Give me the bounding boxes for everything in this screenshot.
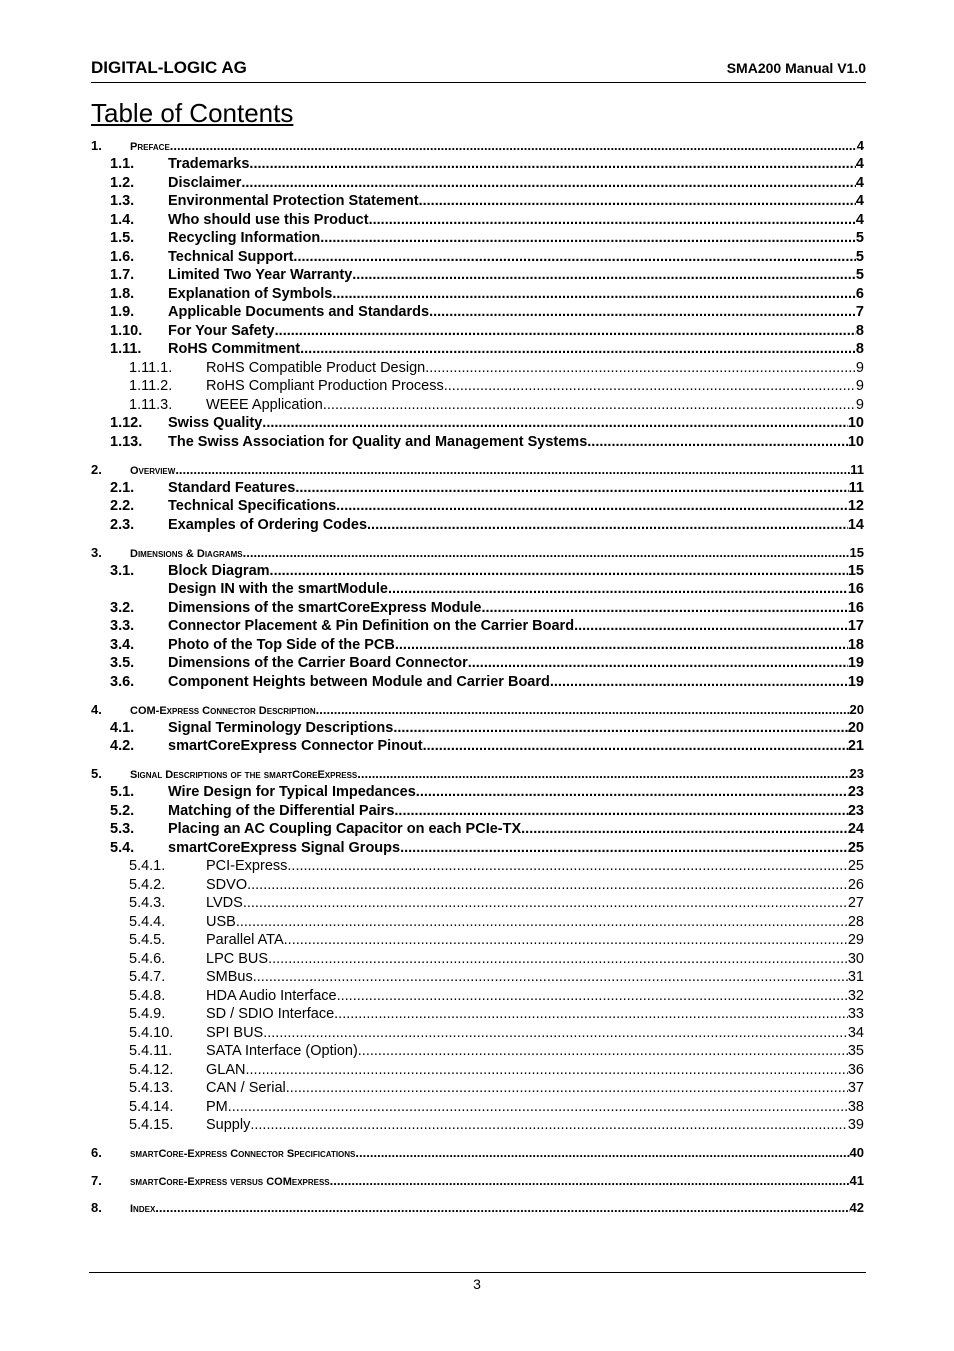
toc-entry-level-2[interactable] xyxy=(91,821,864,840)
toc-entry-number: 2.3. xyxy=(110,516,135,533)
toc-entry-page: 33 xyxy=(847,1006,864,1022)
toc-entry-page: 4 xyxy=(855,156,864,172)
toc-entry-page: 36 xyxy=(847,1061,864,1078)
toc-leader-dots xyxy=(253,969,848,985)
toc-entry-page: 17 xyxy=(847,618,864,634)
toc-entry-page: 39 xyxy=(847,1117,864,1133)
manual-title: SMA200 Manual V1.0 xyxy=(726,60,866,76)
toc-entry-page: 20 xyxy=(849,701,864,717)
toc-entry-number: 1.2. xyxy=(110,174,135,191)
toc-entry-page: 42 xyxy=(849,1200,864,1215)
toc-entry-number: 5.4.11. xyxy=(129,1043,173,1059)
toc-entry-number: 5.4.8. xyxy=(129,987,166,1004)
toc-leader-dots xyxy=(249,156,856,172)
toc-leader-dots xyxy=(300,341,856,357)
toc-entry-page: 14 xyxy=(847,516,864,533)
toc-entry-level-2[interactable] xyxy=(91,840,864,859)
toc-entry-page: 24 xyxy=(847,821,864,837)
toc-entry-page: 27 xyxy=(847,895,864,911)
toc-entry-level-1[interactable] xyxy=(91,1173,864,1191)
toc-entry-page: 23 xyxy=(849,766,864,781)
toc-entry-number: 2.2. xyxy=(110,498,135,514)
toc-leader-dots xyxy=(155,1200,849,1215)
toc-entry-number: 5.4.3. xyxy=(129,895,166,911)
toc-entry-number: 4.2. xyxy=(110,738,135,754)
toc-entry-page: 34 xyxy=(847,1024,864,1041)
toc-entry-level-1[interactable] xyxy=(91,1145,864,1163)
toc-entry-level-2[interactable] xyxy=(91,674,864,693)
toc-entry-number: 5.4.7. xyxy=(129,969,166,985)
toc-leader-dots xyxy=(337,988,848,1004)
toc-entry-level-2[interactable] xyxy=(91,323,864,342)
toc-entry-number: 5.4.4. xyxy=(129,913,166,930)
toc-entry-title: Signal Descriptions of the smartCoreExpress xyxy=(130,769,358,781)
toc-entry-title: LPC BUS xyxy=(206,950,269,967)
toc-entry-number: 2. xyxy=(91,461,102,477)
toc-entry-page: 4 xyxy=(855,193,864,209)
toc-entry-title: Trademarks xyxy=(168,156,250,172)
toc-entry-title: The Swiss Association for Quality and Management Systems xyxy=(168,433,588,450)
toc-entry-page: 19 xyxy=(847,673,864,690)
toc-entry-number: 1.9. xyxy=(110,304,135,320)
toc-entry-number: 3.2. xyxy=(110,599,135,616)
toc-entry-title: RoHS Commitment xyxy=(168,341,301,357)
toc-entry-level-3[interactable] xyxy=(91,969,864,988)
toc-leader-dots xyxy=(247,877,848,893)
toc-entry-title: Examples of Ordering Codes xyxy=(168,516,368,533)
toc-entry-title: Wire Design for Typical Impedances xyxy=(168,784,416,800)
section-gap xyxy=(91,1191,864,1201)
toc-entry-level-1[interactable] xyxy=(91,462,864,480)
toc-entry-title: Explanation of Symbols xyxy=(168,285,333,302)
toc-entry-title: PM xyxy=(206,1098,228,1115)
toc-leader-dots xyxy=(429,304,856,320)
toc-entry-number: 1. xyxy=(91,138,102,153)
toc-entry-number: 3. xyxy=(91,544,102,560)
toc-entry-title: Swiss Quality xyxy=(168,415,263,431)
toc-entry-page: 5 xyxy=(855,248,864,265)
toc-entry-title: Placing an AC Coupling Capacitor on each PCIe-TX xyxy=(168,821,522,837)
toc-entry-title: Supply xyxy=(206,1117,251,1133)
toc-leader-dots xyxy=(336,498,848,514)
toc-entry-level-2[interactable] xyxy=(91,655,864,674)
toc-entry-level-3[interactable] xyxy=(91,397,864,416)
toc-entry-number: 4.1. xyxy=(110,719,135,736)
toc-entry-title: Overview xyxy=(130,464,176,477)
company-name: DIGITAL-LOGIC AG xyxy=(91,58,247,77)
toc-entry-page: 31 xyxy=(847,969,864,985)
section-gap xyxy=(91,1136,864,1146)
toc-entry-page: 7 xyxy=(855,304,864,320)
toc-entry-number: 1.11.3. xyxy=(129,396,173,413)
toc-entry-number: 5.4.1. xyxy=(129,858,166,874)
toc-entry-page: 30 xyxy=(847,950,864,967)
toc-leader-dots xyxy=(355,1145,849,1160)
toc-entry-title: Environmental Protection Statement xyxy=(168,193,419,209)
toc-leader-dots xyxy=(270,563,848,579)
toc-entry-level-2[interactable] xyxy=(91,434,864,453)
toc-entry-level-1[interactable] xyxy=(91,766,864,784)
toc-entry-level-2[interactable] xyxy=(91,175,864,194)
toc-entry-number: 5.4.9. xyxy=(129,1006,166,1022)
toc-entry-title: Disclaimer xyxy=(168,174,242,191)
page-number: 3 xyxy=(473,1276,481,1292)
toc-entry-title: LVDS xyxy=(206,895,243,911)
toc-entry-title: smartCore-Express versus COMexpress xyxy=(130,1175,330,1188)
toc-entry-title: SMBus xyxy=(206,969,253,985)
toc-leader-dots xyxy=(323,397,856,413)
toc-entry-page: 12 xyxy=(847,498,864,514)
toc-entry-title: Component Heights between Module and Carrier Board xyxy=(168,673,550,690)
toc-leader-dots xyxy=(316,702,850,717)
toc-leader-dots xyxy=(243,895,848,911)
toc-entry-number: 5.4.14. xyxy=(129,1098,174,1115)
toc-leader-dots xyxy=(357,766,849,781)
toc-leader-dots xyxy=(287,858,847,874)
toc-entry-page: 9 xyxy=(855,396,864,413)
toc-leader-dots xyxy=(416,784,848,800)
toc-entry-title: smartCore-Express Connector Specifications xyxy=(130,1148,356,1160)
section-gap xyxy=(91,1163,864,1173)
toc-entry-page: 38 xyxy=(847,1098,864,1115)
toc-leader-dots xyxy=(175,462,850,477)
toc-entry-page: 6 xyxy=(855,285,864,302)
toc-entry-page: 8 xyxy=(855,341,864,357)
toc-entry-page: 19 xyxy=(847,655,864,671)
toc-leader-dots xyxy=(332,286,856,302)
toc-entry-title: Index xyxy=(130,1203,156,1215)
toc-entry-level-3[interactable] xyxy=(91,932,864,951)
toc-entry-number: 2.1. xyxy=(110,479,135,496)
toc-entry-level-2[interactable] xyxy=(91,480,864,499)
toc-entry-level-3[interactable] xyxy=(91,914,864,933)
toc-entry-title: Matching of the Differential Pairs xyxy=(168,802,395,819)
toc-entry-level-3[interactable] xyxy=(91,1006,864,1025)
toc-entry-level-2[interactable] xyxy=(91,720,864,739)
toc-entry-number: 3.4. xyxy=(110,636,135,653)
toc-entry-page: 8 xyxy=(855,322,864,339)
toc-entry-number: 1.7. xyxy=(110,267,135,283)
toc-entry-page: 28 xyxy=(847,913,864,930)
toc-entry-number: 5.4. xyxy=(110,839,135,856)
toc-entry-page: 40 xyxy=(849,1145,864,1160)
toc-leader-dots xyxy=(293,249,856,265)
toc-entry-title: smartCoreExpress Signal Groups xyxy=(168,839,401,856)
toc-entry-level-3[interactable] xyxy=(91,877,864,896)
toc-entry-level-2[interactable] xyxy=(91,600,864,619)
toc-entry-page: 20 xyxy=(847,719,864,736)
toc-entry-title: Connector Placement & Pin Definition on the Carrier Board xyxy=(168,618,575,634)
toc-entry-title: Technical Specifications xyxy=(168,498,337,514)
toc-entry-level-1[interactable] xyxy=(91,545,864,563)
toc-entry-number: 5.4.10. xyxy=(129,1024,174,1041)
toc-entry-title: USB xyxy=(206,913,236,930)
toc-entry-number: 6. xyxy=(91,1145,102,1160)
toc-entry-page: 5 xyxy=(855,230,864,246)
toc-entry-page: 10 xyxy=(847,433,864,450)
toc-entry-number: 1.3. xyxy=(110,193,135,209)
toc-entry-title: Design IN with the smartModule xyxy=(168,581,388,597)
toc-entry-number: 5.4.6. xyxy=(129,950,166,967)
toc-leader-dots xyxy=(352,267,856,283)
toc-leader-dots xyxy=(330,1173,850,1188)
toc-entry-level-2[interactable] xyxy=(91,415,864,434)
toc-leader-dots xyxy=(284,932,848,948)
toc-leader-dots xyxy=(419,193,856,209)
toc-entry-page: 29 xyxy=(847,932,864,948)
toc-entry-number: 3.1. xyxy=(110,562,135,579)
toc-entry-title: COM-Express Connector Description xyxy=(130,704,316,717)
toc-leader-dots xyxy=(236,914,848,930)
toc-leader-dots xyxy=(243,545,850,560)
toc-entry-level-3[interactable] xyxy=(91,378,864,397)
toc-entry-number: 1.6. xyxy=(110,248,135,265)
toc-entry-page: 32 xyxy=(847,987,864,1004)
toc-leader-dots xyxy=(268,951,848,967)
section-gap xyxy=(91,452,864,462)
toc-entry-title: RoHS Compatible Product Design xyxy=(206,359,426,376)
toc-leader-dots xyxy=(393,720,848,736)
toc-leader-dots xyxy=(481,600,847,616)
toc-entry-number: 1.11.2. xyxy=(129,378,173,394)
toc-entry-number: 5.4.2. xyxy=(129,876,166,893)
toc-entry-page: 23 xyxy=(847,784,864,800)
toc-entry-level-3[interactable] xyxy=(91,1043,864,1062)
toc-leader-dots xyxy=(423,738,848,754)
toc-entry-level-2[interactable] xyxy=(91,581,864,600)
toc-leader-dots xyxy=(250,1117,848,1133)
toc-leader-dots xyxy=(468,655,848,671)
section-gap xyxy=(91,692,864,702)
toc-leader-dots xyxy=(320,230,856,246)
toc-leader-dots xyxy=(275,323,856,339)
toc-entry-page: 35 xyxy=(847,1043,864,1059)
toc-entry-number: 7. xyxy=(91,1172,102,1188)
toc-entry-level-2[interactable] xyxy=(91,304,864,323)
section-gap xyxy=(91,535,864,545)
toc-entry-page: 25 xyxy=(847,858,864,874)
toc-leader-dots xyxy=(425,360,856,376)
toc-entry-level-2[interactable] xyxy=(91,637,864,656)
toc-entry-title: For Your Safety xyxy=(168,322,275,339)
toc-leader-dots xyxy=(521,821,848,837)
toc-entry-title: GLAN xyxy=(206,1061,246,1078)
toc-leader-dots xyxy=(334,1006,848,1022)
toc-entry-number: 3.3. xyxy=(110,618,135,634)
page-header xyxy=(91,58,866,83)
toc-leader-dots xyxy=(395,637,848,653)
toc-entry-number: 1.1. xyxy=(110,156,135,172)
toc-entry-number: 5.4.5. xyxy=(129,932,166,948)
toc-entry-title: RoHS Compliant Production Process xyxy=(206,378,444,394)
toc-entry-level-3[interactable] xyxy=(91,360,864,379)
toc-entry-number: 5. xyxy=(91,766,102,781)
toc-entry-level-2[interactable] xyxy=(91,563,864,582)
toc-entry-page: 37 xyxy=(847,1080,864,1096)
toc-entry-title: smartCoreExpress Connector Pinout xyxy=(168,738,423,754)
toc-entry-number: 1.4. xyxy=(110,211,135,228)
toc-entry-level-3[interactable] xyxy=(91,951,864,970)
toc-entry-title: SDVO xyxy=(206,876,248,893)
toc-entry-title: Dimensions of the smartCoreExpress Module xyxy=(168,599,482,616)
toc-entry-level-2[interactable] xyxy=(91,230,864,249)
toc-entry-level-2[interactable] xyxy=(91,341,864,360)
toc-entry-title: Technical Support xyxy=(168,248,294,265)
toc-entry-number: 1.13. xyxy=(110,433,143,450)
toc-entry-level-3[interactable] xyxy=(91,895,864,914)
toc-entry-title: SD / SDIO Interface xyxy=(206,1006,335,1022)
toc-leader-dots xyxy=(550,674,848,690)
toc-entry-title: SPI BUS xyxy=(206,1024,264,1041)
toc-entry-number: 1.12. xyxy=(110,415,143,431)
toc-entry-title: Who should use this Product xyxy=(168,211,369,228)
toc-entry-level-2[interactable] xyxy=(91,803,864,822)
toc-leader-dots xyxy=(228,1099,848,1115)
toc-entry-title: PCI-Express xyxy=(206,858,288,874)
toc-entry-page: 21 xyxy=(847,738,864,754)
toc-entry-level-2[interactable] xyxy=(91,193,864,212)
toc-entry-level-1[interactable] xyxy=(91,138,864,156)
toc-entry-page: 15 xyxy=(847,562,864,579)
toc-leader-dots xyxy=(286,1080,848,1096)
toc-entry-number: 3.6. xyxy=(110,673,135,690)
toc-entry-number: 1.10. xyxy=(110,322,143,339)
toc-entry-number: 5.1. xyxy=(110,784,135,800)
toc-entry-title: Block Diagram xyxy=(168,562,270,579)
toc-entry-page: 11 xyxy=(848,479,864,496)
toc-entry-title: Preface xyxy=(130,141,170,153)
toc-entry-page: 4 xyxy=(855,174,864,191)
toc-entry-title: WEEE Application xyxy=(206,396,323,413)
toc-entry-title: Signal Terminology Descriptions xyxy=(168,719,394,736)
toc-entry-page: 4 xyxy=(855,211,864,228)
section-gap xyxy=(91,757,864,767)
toc-entry-title: Dimensions & Diagrams xyxy=(130,547,243,560)
toc-entry-number: 5.3. xyxy=(110,821,135,837)
table-of-contents xyxy=(91,138,864,1218)
toc-entry-number: 1.5. xyxy=(110,230,135,246)
toc-leader-dots xyxy=(367,517,848,533)
toc-entry-title: Parallel ATA xyxy=(206,932,284,948)
toc-entry-page: 11 xyxy=(850,461,864,477)
toc-entry-title: CAN / Serial xyxy=(206,1080,286,1096)
toc-entry-level-3[interactable] xyxy=(91,988,864,1007)
toc-entry-level-3[interactable] xyxy=(91,1062,864,1081)
toc-entry-title: Photo of the Top Side of the PCB xyxy=(168,636,395,653)
toc-entry-level-2[interactable] xyxy=(91,618,864,637)
toc-entry-level-3[interactable] xyxy=(91,1117,864,1136)
toc-entry-page: 16 xyxy=(847,599,864,616)
footer-rule xyxy=(89,1272,866,1273)
toc-entry-title: HDA Audio Interface xyxy=(206,987,337,1004)
toc-leader-dots xyxy=(246,1062,848,1078)
toc-entry-number: 8. xyxy=(91,1200,102,1215)
toc-entry-level-3[interactable] xyxy=(91,1080,864,1099)
toc-leader-dots xyxy=(587,434,848,450)
toc-entry-level-1[interactable] xyxy=(91,1200,864,1218)
toc-entry-page: 25 xyxy=(847,839,864,856)
toc-entry-page: 18 xyxy=(847,636,864,653)
toc-leader-dots xyxy=(369,212,856,228)
toc-entry-level-2[interactable] xyxy=(91,156,864,175)
toc-leader-dots xyxy=(388,581,848,597)
toc-entry-page: 4 xyxy=(856,138,864,153)
toc-entry-title: Dimensions of the Carrier Board Connector xyxy=(168,655,468,671)
toc-entry-number: 5.4.15. xyxy=(129,1117,174,1133)
toc-entry-level-3[interactable] xyxy=(91,1099,864,1118)
page-title: Table of Contents xyxy=(91,98,294,128)
toc-entry-number: 5.4.13. xyxy=(129,1080,174,1096)
toc-leader-dots xyxy=(263,1025,848,1041)
toc-leader-dots xyxy=(400,840,848,856)
toc-leader-dots xyxy=(170,138,857,153)
toc-entry-page: 5 xyxy=(855,267,864,283)
toc-entry-page: 10 xyxy=(847,415,864,431)
toc-entry-level-1[interactable] xyxy=(91,702,864,720)
toc-entry-number: 1.11. xyxy=(110,341,142,357)
toc-entry-page: 16 xyxy=(847,581,864,597)
toc-entry-page: 9 xyxy=(855,359,864,376)
toc-leader-dots xyxy=(358,1043,848,1059)
toc-entry-number: 3.5. xyxy=(110,655,135,671)
toc-entry-level-3[interactable] xyxy=(91,1025,864,1044)
toc-entry-level-2[interactable] xyxy=(91,267,864,286)
toc-entry-number: 1.11.1. xyxy=(129,359,173,376)
toc-entry-level-2[interactable] xyxy=(91,212,864,231)
toc-entry-number: 5.4.12. xyxy=(129,1061,174,1078)
toc-entry-level-3[interactable] xyxy=(91,858,864,877)
toc-leader-dots xyxy=(444,378,856,394)
toc-entry-page: 9 xyxy=(855,378,864,394)
toc-leader-dots xyxy=(574,618,848,634)
toc-entry-level-2[interactable] xyxy=(91,517,864,536)
toc-leader-dots xyxy=(295,480,848,496)
toc-entry-level-2[interactable] xyxy=(91,249,864,268)
toc-entry-number: 5.2. xyxy=(110,802,135,819)
toc-leader-dots xyxy=(241,175,856,191)
toc-entry-page: 23 xyxy=(847,802,864,819)
toc-entry-page: 41 xyxy=(849,1172,864,1188)
toc-entry-page: 26 xyxy=(847,876,864,893)
toc-entry-title: SATA Interface (Option) xyxy=(206,1043,358,1059)
toc-entry-level-2[interactable] xyxy=(91,738,864,757)
toc-entry-level-2[interactable] xyxy=(91,286,864,305)
toc-entry-title: Limited Two Year Warranty xyxy=(168,267,353,283)
toc-entry-title: Applicable Documents and Standards xyxy=(168,304,430,320)
toc-leader-dots xyxy=(262,415,848,431)
toc-entry-level-2[interactable] xyxy=(91,784,864,803)
toc-entry-number: 4. xyxy=(91,701,102,717)
toc-entry-title: Recycling Information xyxy=(168,230,321,246)
toc-entry-level-2[interactable] xyxy=(91,498,864,517)
toc-entry-page: 15 xyxy=(849,544,864,560)
toc-entry-title: Standard Features xyxy=(168,479,296,496)
toc-entry-number: 1.8. xyxy=(110,285,135,302)
toc-leader-dots xyxy=(394,803,847,819)
